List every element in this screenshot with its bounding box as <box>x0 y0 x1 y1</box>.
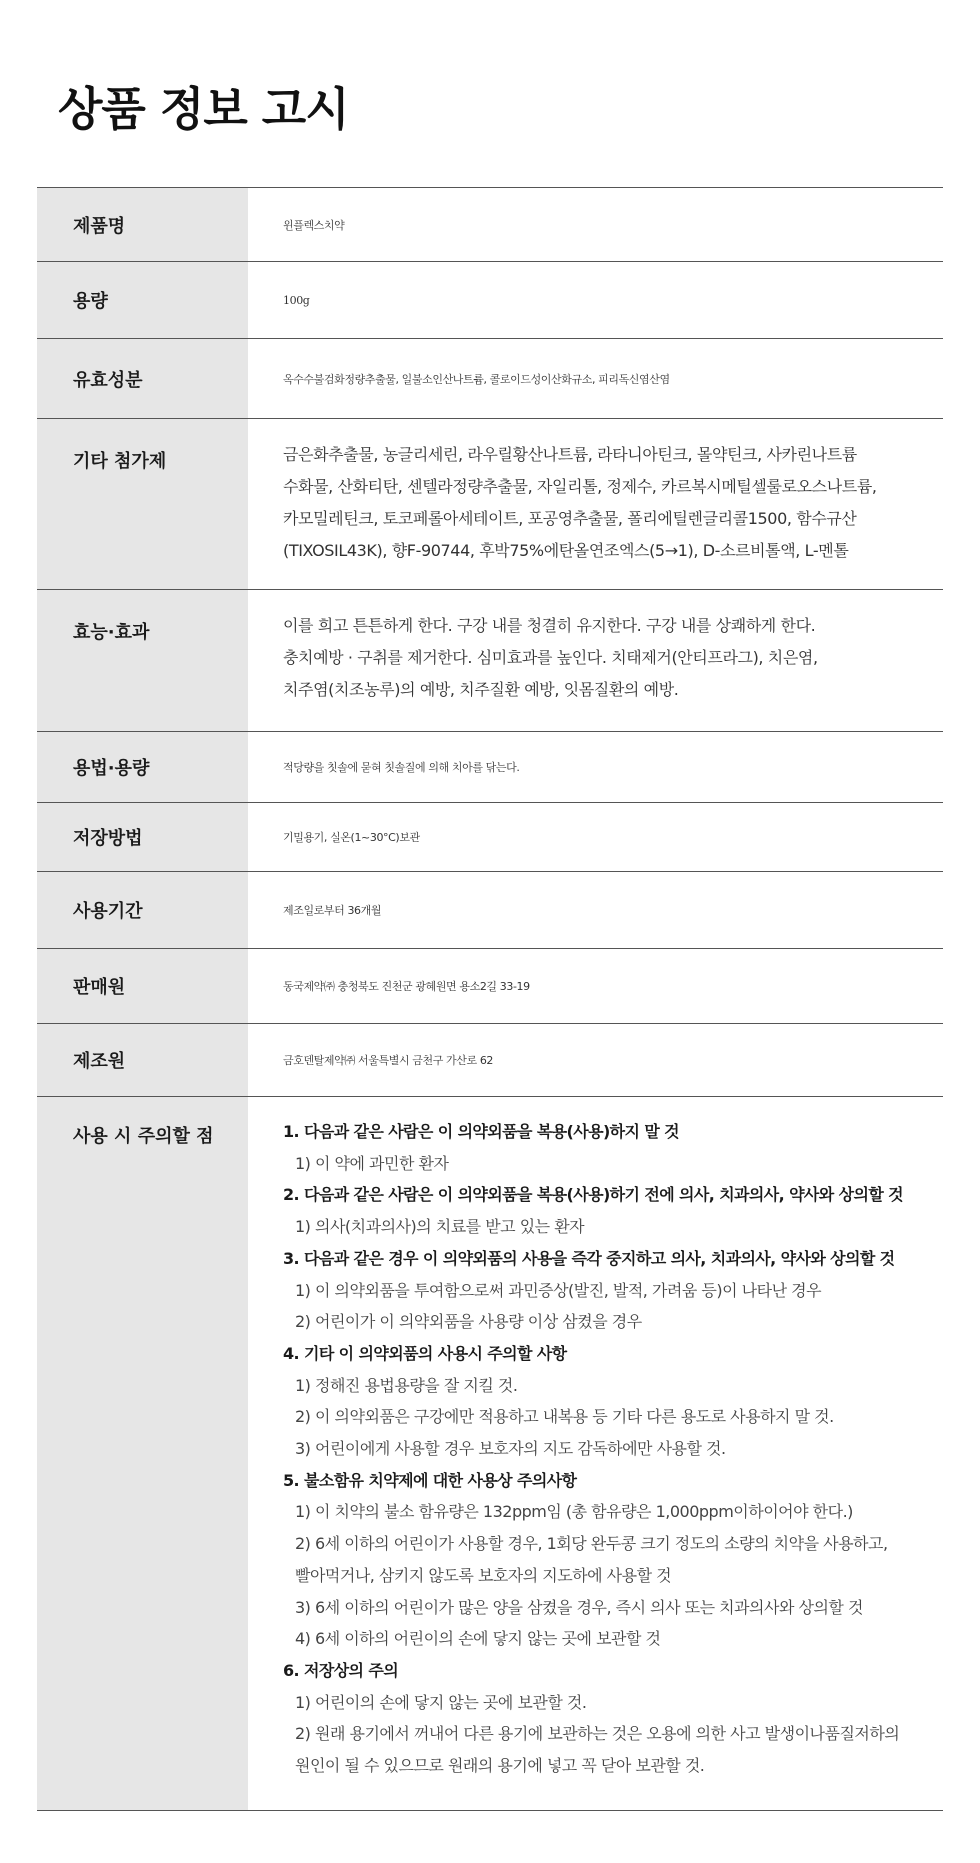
row-label: 용법·용량 <box>37 732 248 802</box>
caution-item: 빨아먹거나, 삼키지 않도록 보호자의 지도하에 사용할 것 <box>295 1565 672 1585</box>
caution-item: 원인이 될 수 있으므로 원래의 용기에 넣고 꼭 닫아 보관할 것. <box>295 1756 705 1776</box>
row-label: 저장방법 <box>37 803 248 871</box>
row-label: 효능·효과 <box>37 590 248 731</box>
row-label: 제조원 <box>37 1024 248 1096</box>
row-manufacturer <box>37 1024 943 1097</box>
text-line: 치주염(치조농루)의 예방, 치주질환 예방, 잇몸질환의 예방. <box>283 680 679 699</box>
caution-item: 2) 이 의약외품은 구강에만 적용하고 내복용 등 기타 다른 용도로 사용하지 말 것. <box>295 1407 834 1427</box>
row-shelf-life <box>37 872 943 949</box>
caution-heading: 6. 저장상의 주의 <box>283 1660 399 1680</box>
text-line: 충치예방 · 구취를 제거한다. 심미효과를 높인다. 치태제거(안티프라그), 치은염, <box>283 648 818 667</box>
row-value <box>248 590 943 731</box>
text-line: 금은화추출물, 농글리세린, 라우릴황산나트륨, 라타니아틴크, 몰약틴크, 사카린나트륨 <box>283 445 857 464</box>
row-label: 용량 <box>37 262 248 338</box>
caution-heading: 3. 다음과 같은 경우 이 의약외품의 사용을 즉각 중지하고 의사, 치과의사, 약사와 상의할 것 <box>283 1248 895 1268</box>
row-label: 사용 시 주의할 점 <box>37 1097 248 1810</box>
product-info-table <box>37 187 943 1811</box>
cautions-content <box>248 1097 943 1810</box>
row-value: 기밀용기, 실온(1~30°C)보관 <box>283 831 420 844</box>
row-value: 금호덴탈제약㈜ 서울특별시 금천구 가산로 62 <box>283 1054 494 1067</box>
row-distributor <box>37 949 943 1024</box>
row-capacity <box>37 262 943 339</box>
caution-heading: 4. 기타 이 의약외품의 사용시 주의할 사항 <box>283 1343 567 1363</box>
caution-item: 3) 어린이에게 사용할 경우 보호자의 지도 감독하에만 사용할 것. <box>295 1439 726 1459</box>
row-cautions <box>37 1097 943 1811</box>
caution-item: 2) 6세 이하의 어린이가 사용할 경우, 1회당 완두콩 크기 정도의 소량의 치약을 사용하고, <box>295 1534 888 1554</box>
caution-item: 2) 어린이가 이 의약외품을 사용량 이상 삼켰을 경우 <box>295 1312 642 1332</box>
row-value: 윈플렉스치약 <box>283 218 345 232</box>
caution-item: 1) 이 약에 과민한 환자 <box>295 1153 449 1173</box>
caution-item: 1) 이 치약의 불소 함유량은 132ppm임 (총 함유량은 1,000ppm이하이어야 한다.) <box>295 1502 853 1522</box>
row-value: 제조일로부터 36개월 <box>283 904 382 917</box>
caution-heading: 2. 다음과 같은 사람은 이 의약외품을 복용(사용)하기 전에 의사, 치과의사, 약사와 상의할 것 <box>283 1185 903 1205</box>
caution-item: 2) 원래 용기에서 꺼내어 다른 용기에 보관하는 것은 오용에 의한 사고 발생이나품질저하의 <box>295 1724 900 1744</box>
caution-item: 1) 의사(치과의사)의 치료를 받고 있는 환자 <box>295 1217 585 1237</box>
caution-item: 1) 어린이의 손에 닿지 않는 곳에 보관할 것. <box>295 1692 587 1712</box>
row-storage-method <box>37 803 943 872</box>
row-active-ingredients <box>37 339 943 419</box>
row-label: 사용기간 <box>37 872 248 948</box>
row-usage-dosage <box>37 732 943 803</box>
page-title: 상품 정보 고시 <box>58 82 349 136</box>
caution-item: 1) 정해진 용법용량을 잘 지킬 것. <box>295 1375 518 1395</box>
row-value: 적당량을 칫솔에 묻혀 칫솔질에 의해 치아를 닦는다. <box>283 761 520 774</box>
row-value: 옥수수불검화정량추출물, 일불소인산나트륨, 콜로이드성이산화규소, 피리독신염산염 <box>283 372 670 386</box>
caution-heading: 5. 불소함유 치약제에 대한 사용상 주의사항 <box>283 1470 577 1490</box>
caution-item: 1) 이 의약외품을 투여함으로써 과민증상(발진, 발적, 가려움 등)이 나타난 경우 <box>295 1280 822 1300</box>
row-label: 유효성분 <box>37 339 248 418</box>
caution-heading: 1. 다음과 같은 사람은 이 의약외품을 복용(사용)하지 말 것 <box>283 1122 680 1141</box>
text-line: 이를 희고 튼튼하게 한다. 구강 내를 청결히 유지한다. 구강 내를 상쾌하게 한다. <box>283 616 816 635</box>
row-label: 기타 첨가제 <box>37 419 248 589</box>
row-other-additives <box>37 419 943 590</box>
row-product-name <box>37 188 943 262</box>
text-line: 수화물, 산화티탄, 센텔라정량추출물, 자일리톨, 정제수, 카르복시메틸셀룰로오스나트륨, <box>283 477 877 496</box>
row-efficacy <box>37 590 943 732</box>
caution-item: 4) 6세 이하의 어린이의 손에 닿지 않는 곳에 보관할 것 <box>295 1629 661 1649</box>
row-value <box>248 419 943 589</box>
row-value: 100g <box>283 293 310 307</box>
text-line: (TIXOSIL43K), 향F-90744, 후박75%에탄올연조엑스(5→1), D-소르비톨액, L-멘톨 <box>283 541 849 560</box>
text-line: 카모밀레틴크, 토코페롤아세테이트, 포공영추출물, 폴리에틸렌글리콜1500, 함수규산 <box>283 509 857 528</box>
caution-item: 3) 6세 이하의 어린이가 많은 양을 삼켰을 경우, 즉시 의사 또는 치과의사와 상의할 것 <box>295 1597 863 1617</box>
row-label: 제품명 <box>37 188 248 261</box>
row-value: 동국제약㈜ 충청북도 진천군 광혜원면 용소2길 33-19 <box>283 980 530 993</box>
row-label: 판매원 <box>37 949 248 1023</box>
